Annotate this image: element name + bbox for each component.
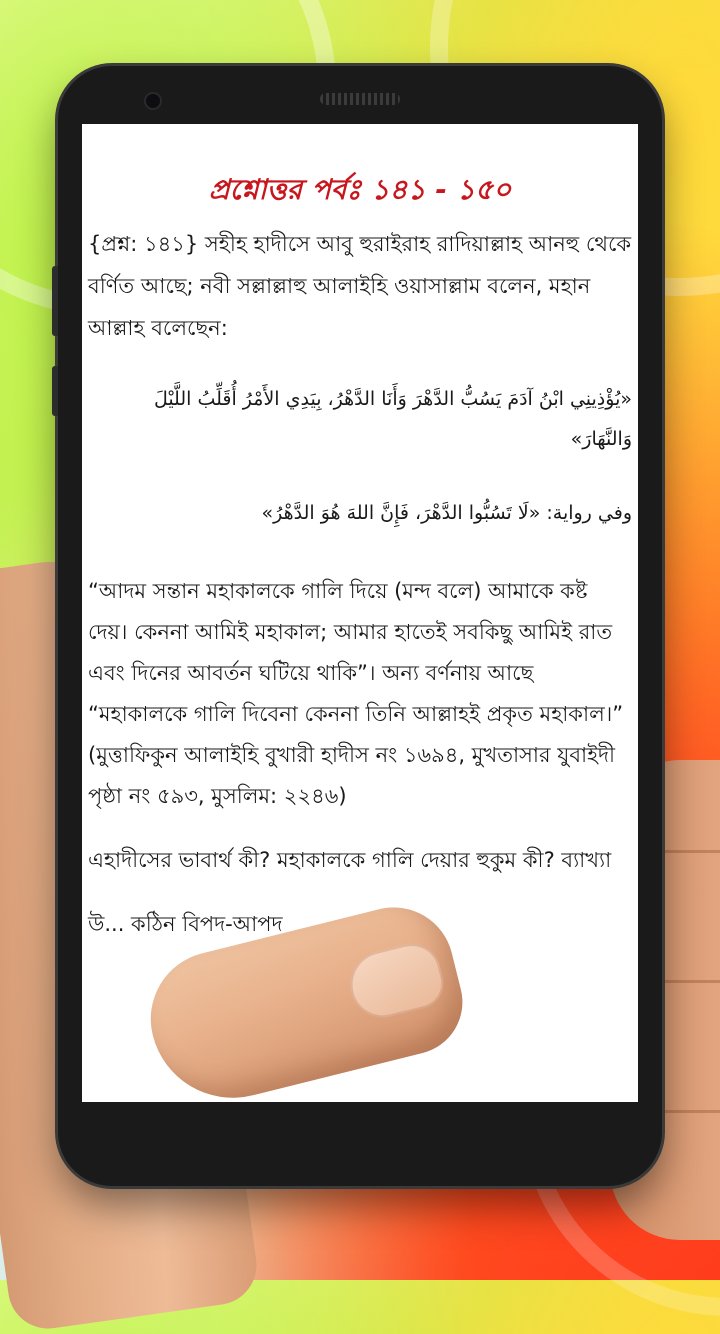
followup-question-text: এহাদীসের ভাবার্থ কী? মহাকালকে গালি দেয়ার হুকুম কী? ব্যাখ্যা <box>88 848 612 872</box>
front-camera <box>146 94 160 108</box>
volume-button <box>52 266 58 336</box>
question-text: {প্রশ্ন: ১৪১} সহীহ হাদীসে আবু হুরাইরাহ রাদিয়াল্লাহ আনহু থেকে বর্ণিত আছে; নবী সল্লাল্লাহু আলাইহি ওয়াসাল্লাম বলেন, মহান আল্লাহ বলেছেন: <box>88 232 632 340</box>
translation-text: “আদম সন্তান মহাকালকে গালি দিয়ে (মন্দ বলে) আমাকে কষ্ট দেয়। কেননা আমিই মহাকাল; আমার হাতেই সবকিছু আমিই রাত এবং দিনের আবর্তন ঘটিয়ে থাকি”। অন্য বর্ণনায় আছে “মহাকালকে গালি দিবেনা কেননা তিনি আল্লাহই প্রকৃত মহাকাল।” (মুত্তাফিকুন আলাইহি বুখারী হাদীস নং ১৬৯৪, মুখতাসার যুবাইদী পৃষ্ঠা নং ৫৯৩, মুসলিম: ২২৪৬) <box>88 579 624 808</box>
answer-text: উ... কঠিন বিপদ-আপদ <box>88 912 283 936</box>
earpiece-speaker <box>320 93 400 105</box>
arabic-hadith-text: «يُؤْذِينِي ابْنُ آدَمَ يَسُبُّ الدَّهْرَ وَأَنَا الدَّهْرُ، بِيَدِي الأَمْرُ أُقَلِّبُ اللَّيْلَ وَالنَّهَارَ» <box>153 388 632 450</box>
arabic-narration-text: وفي رواية: «لَا تَسُبُّوا الدَّهْرَ، فَإِنَّ اللهَ هُوَ الدَّهْرُ» <box>261 502 632 524</box>
power-button <box>52 366 58 416</box>
page-title: প্রশ্নোত্তর পর্বঃ ১৪১ - ১৫০ <box>208 173 512 206</box>
